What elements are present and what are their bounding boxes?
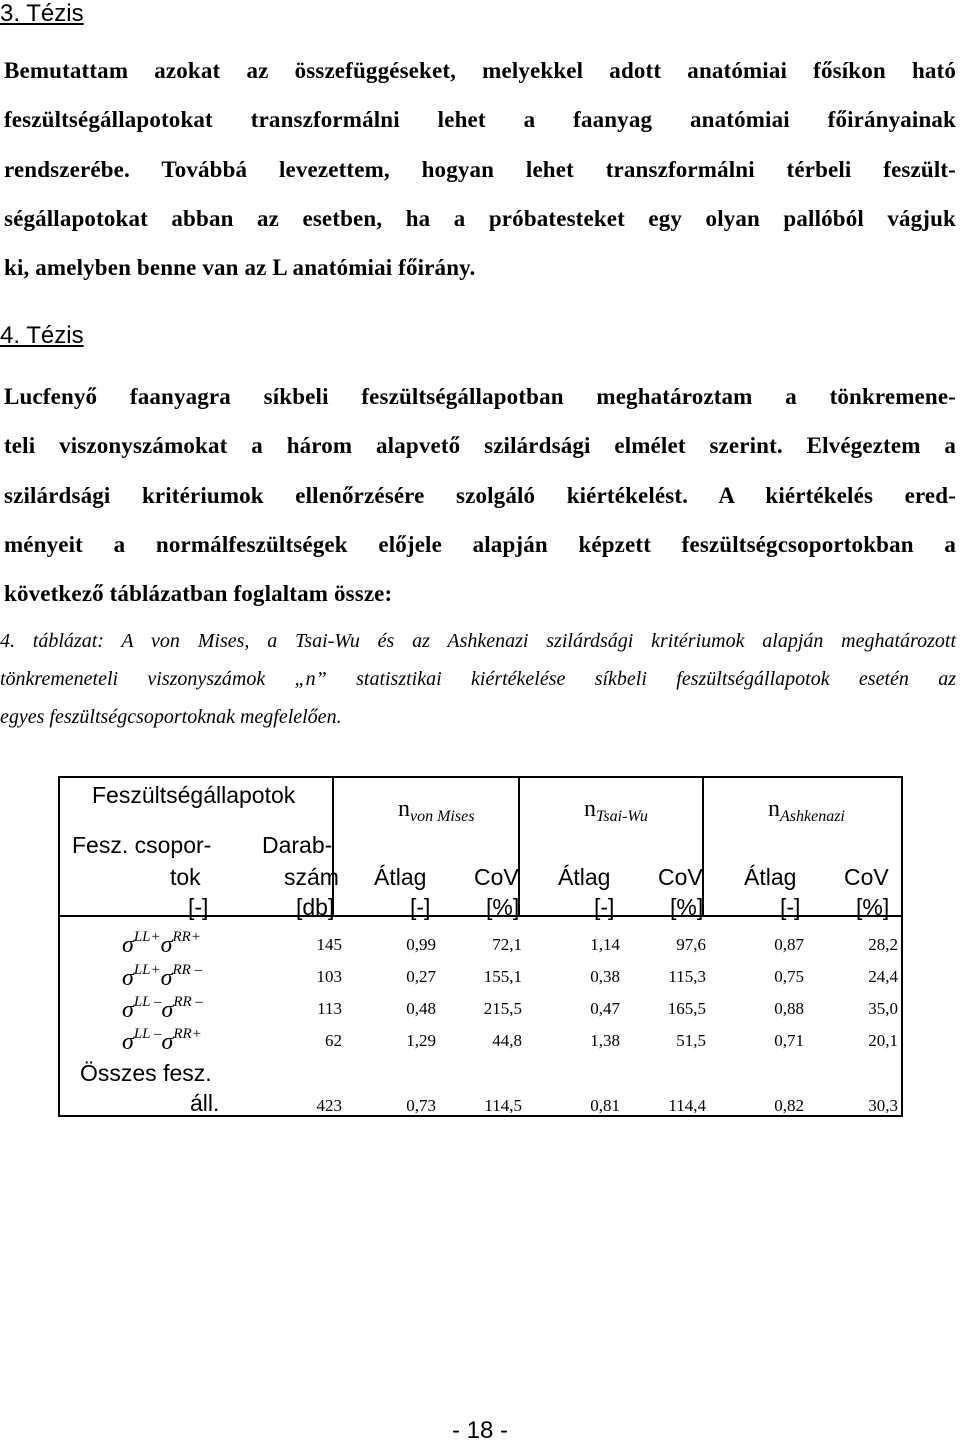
value-cell: 0,81: [590, 1096, 620, 1115]
value-cell: 0,48: [406, 999, 436, 1018]
mean-header: Átlag: [558, 864, 611, 890]
cov-header: CoV: [658, 864, 703, 890]
count-header-line: [db]: [296, 894, 335, 920]
criterion-header-ashkenazi: $n_{Ashkenazi}$: [768, 796, 845, 825]
table-title: Feszültségállapotok: [92, 782, 296, 808]
table-rule: [58, 915, 903, 917]
value-cell: 44,8: [492, 1031, 522, 1050]
value-cell: 114,4: [668, 1096, 706, 1115]
value-cell: 24,4: [868, 967, 898, 986]
paragraph-line: Lucfenyő faanyagra síkbeli feszültségállapotban meghatároztam a tönkremene-: [4, 384, 956, 409]
value-cell: 30,3: [868, 1096, 898, 1115]
cov-header: CoV: [474, 864, 519, 890]
criterion-header-vonmises: $n_{von Mises}$: [398, 796, 475, 825]
total-label: áll.: [190, 1090, 220, 1116]
count-cell: 423: [316, 1096, 342, 1115]
mean-unit: [-]: [594, 894, 615, 920]
mean-header: Átlag: [744, 864, 797, 890]
value-cell: 51,5: [676, 1031, 706, 1050]
count-cell: 62: [325, 1031, 342, 1050]
value-cell: 0,75: [774, 967, 804, 986]
section-4-heading: 4. Tézis: [0, 322, 84, 349]
value-cell: 20,1: [868, 1031, 898, 1050]
value-cell: 0,88: [774, 999, 804, 1018]
count-cell: 145: [316, 935, 342, 954]
total-label: Összes fesz.: [80, 1060, 212, 1086]
section-3-paragraph: [4, 46, 956, 292]
stress-group-label: $\sigma^{LL+}\sigma^{RR -}$: [122, 962, 203, 991]
value-cell: 165,5: [667, 999, 706, 1018]
paragraph-line: szilárdsági kritériumok ellenőrzésére szolgáló kiértékelést. A kiértékelés ered-: [4, 482, 956, 508]
mean-unit: [-]: [780, 894, 801, 920]
cov-unit: [%]: [856, 894, 890, 920]
paragraph-line: teli viszonyszámokat a három alapvető szilárdsági elmélet szerint. Elvégeztem a: [4, 433, 956, 459]
page-number: - 18 -: [451, 1417, 508, 1444]
group-header-line: [-]: [188, 894, 209, 920]
cov-unit: [%]: [486, 894, 520, 920]
value-cell: 35,0: [868, 999, 898, 1018]
value-cell: 0,82: [774, 1096, 804, 1115]
caption-line: tönkremeneteli viszonyszámok „n” statisztikai kiértékelése síkbeli feszültségállapotok esetén az: [0, 668, 956, 690]
value-cell: 114,5: [484, 1096, 522, 1115]
criterion-header-tsaiwu: $n_{Tsai-Wu}$: [584, 796, 648, 825]
paragraph-line: ségállapotokat abban az esetben, ha a próbatesteket egy olyan pallóból vágjuk: [4, 205, 956, 231]
stress-group-label: $\sigma^{LL -}\sigma^{RR -}$: [122, 994, 203, 1023]
value-cell: 155,1: [483, 967, 522, 986]
mean-header: Átlag: [374, 864, 427, 890]
paragraph-line: Bemutattam azokat az összefüggéseket, melyekkel adott anatómiai fősíkon ható: [4, 58, 956, 83]
value-cell: 0,87: [774, 935, 804, 954]
group-header-line: Fesz. csopor-: [72, 832, 212, 858]
value-cell: 0,38: [590, 967, 620, 986]
paragraph-line: ményeit a normálfeszültségek előjele alapján képzett feszültségcsoportokban a: [4, 531, 956, 557]
count-header-line: szám: [284, 864, 339, 890]
paragraph-line: következő táblázatban foglaltam össze:: [4, 581, 393, 607]
count-header-line: Darab-: [262, 832, 333, 858]
value-cell: 115,3: [668, 967, 706, 986]
value-cell: 28,2: [868, 935, 898, 954]
value-cell: 0,73: [406, 1096, 436, 1115]
results-table: [58, 776, 903, 1115]
value-cell: 72,1: [492, 935, 522, 954]
value-cell: 0,47: [590, 999, 620, 1018]
value-cell: 0,71: [774, 1031, 804, 1050]
value-cell: 1,38: [590, 1031, 620, 1050]
group-header-line: tok: [170, 864, 201, 890]
value-cell: 0,99: [406, 935, 436, 954]
stress-group-label: $\sigma^{LL -}\sigma^{RR+}$: [122, 1026, 202, 1055]
value-cell: 97,6: [676, 935, 706, 954]
paragraph-line: rendszerébe. Továbbá levezettem, hogyan lehet transzformálni térbeli feszült-: [4, 156, 956, 182]
count-cell: 113: [317, 999, 342, 1018]
mean-unit: [-]: [410, 894, 431, 920]
stress-group-label: $\sigma^{LL+}\sigma^{RR+}$: [122, 929, 201, 958]
paragraph-line: ki, amelyben benne van az L anatómiai főirány.: [4, 255, 476, 281]
value-cell: 215,5: [483, 999, 522, 1018]
cov-unit: [%]: [670, 894, 704, 920]
table-caption: [0, 622, 956, 736]
value-cell: 1,29: [406, 1031, 436, 1050]
count-cell: 103: [316, 967, 342, 986]
value-cell: 0,27: [406, 967, 436, 986]
paragraph-line: feszültségállapotokat transzformálni lehet a faanyag anatómiai főirányainak: [4, 107, 956, 133]
section-3-heading: 3. Tézis: [0, 0, 84, 27]
section-4-paragraph: [4, 372, 956, 618]
caption-line: 4. táblázat: A von Mises, a Tsai-Wu és az Ashkenazi szilárdsági kritériumok alapján meghatározott: [0, 630, 956, 652]
cov-header: CoV: [844, 864, 889, 890]
caption-line: egyes feszültségcsoportoknak megfelelően.: [0, 706, 342, 728]
value-cell: 1,14: [590, 935, 620, 954]
